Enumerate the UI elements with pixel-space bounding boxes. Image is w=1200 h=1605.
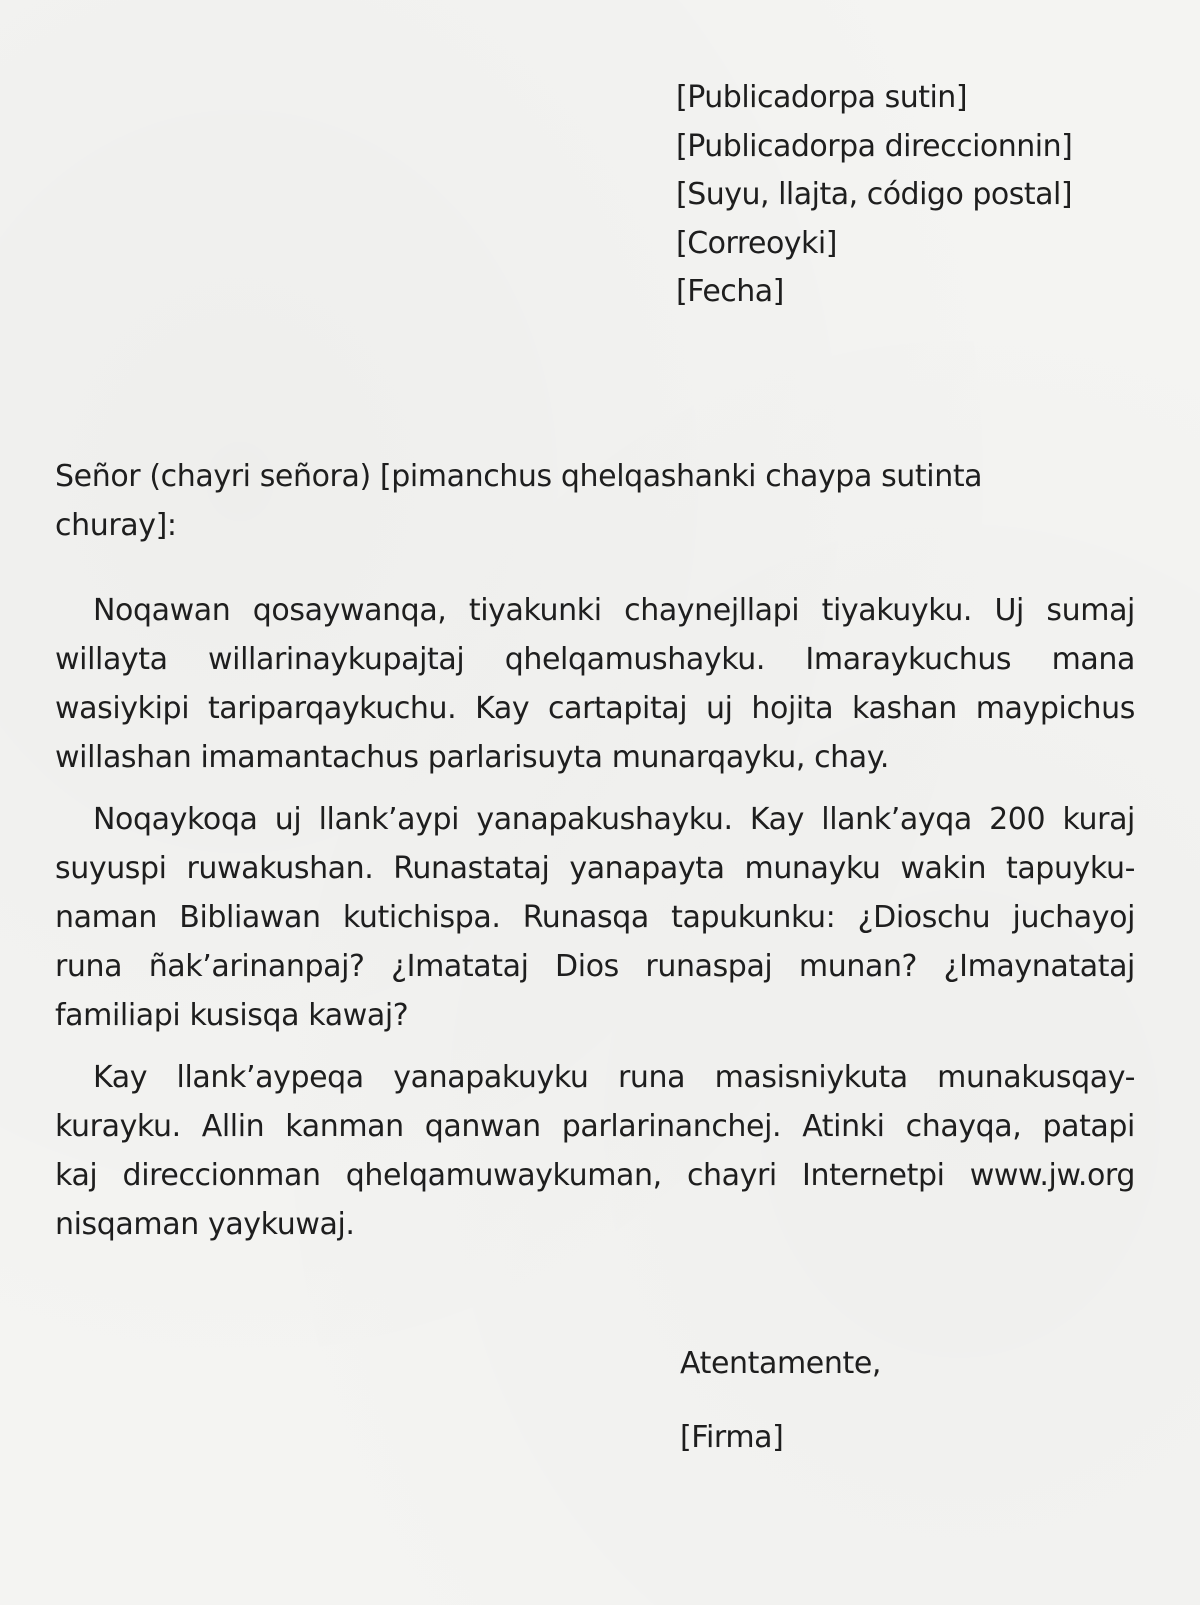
- paragraph-2: [55, 795, 1135, 1040]
- paragraph-line: Kay llank’aypeqa yanapakuyku runa masisniykuta munakusqay-: [93, 1060, 1135, 1095]
- sender-name: [Publicadorpa sutin]: [676, 80, 968, 115]
- letter-body: [55, 586, 1135, 1262]
- signature-placeholder: [Firma]: [680, 1420, 784, 1455]
- paragraph-line: Noqaykoqa uj llank’aypi yanapakushayku. Kay llank’ayqa 200 kuraj: [93, 802, 1135, 837]
- paragraph-line: kurayku. Allin kanman qanwan parlarinanchej. Atinki chayqa, patapi: [55, 1109, 1135, 1144]
- paragraph-line: naman Bibliawan kutichispa. Runasqa tapukunku: ¿Dioschu juchayoj: [55, 900, 1135, 935]
- salutation: [55, 452, 1135, 550]
- sender-city: [Suyu, llajta, código postal]: [676, 177, 1073, 212]
- sender-block: [676, 74, 1176, 317]
- paragraph-line: nisqaman yaykuwaj.: [55, 1207, 355, 1242]
- sender-address: [Publicadorpa direccionnin]: [676, 128, 1073, 164]
- paragraph-line: kaj direccionman qhelqamuwaykuman, chayri Internetpi www.jw.org: [55, 1158, 1135, 1193]
- sender-email: [Correoyki]: [676, 225, 837, 261]
- paragraph-1: [55, 586, 1135, 782]
- paragraph-line: familiapi kusisqa kawaj?: [55, 998, 409, 1033]
- paragraph-line: wasiykipi tariparqaykuchu. Kay cartapitaj uj hojita kashan maypichus: [55, 691, 1135, 726]
- salutation-line: Señor (chayri señora) [pimanchus qhelqashanki chaypa sutinta: [55, 459, 983, 494]
- paragraph-line: suyuspi ruwakushan. Runastataj yanapayta munayku wakin tapuyku-: [55, 851, 1135, 886]
- paragraph-3: [55, 1053, 1135, 1249]
- paragraph-line: Noqawan qosaywanqa, tiyakunki chaynejllapi tiyakuyku. Uj sumaj: [93, 593, 1135, 628]
- closing: Atentamente,: [680, 1346, 882, 1381]
- paragraph-line: willayta willarinaykupajtaj qhelqamushayku. Imaraykuchus mana: [55, 642, 1135, 677]
- salutation-line: churay]:: [55, 508, 177, 543]
- paragraph-line: runa ñak’arinanpaj? ¿Imatataj Dios runaspaj munan? ¿Imaynatataj: [55, 949, 1135, 984]
- letter-date: [Fecha]: [676, 274, 784, 309]
- paragraph-line: willashan imamantachus parlarisuyta munarqayku, chay.: [55, 740, 889, 775]
